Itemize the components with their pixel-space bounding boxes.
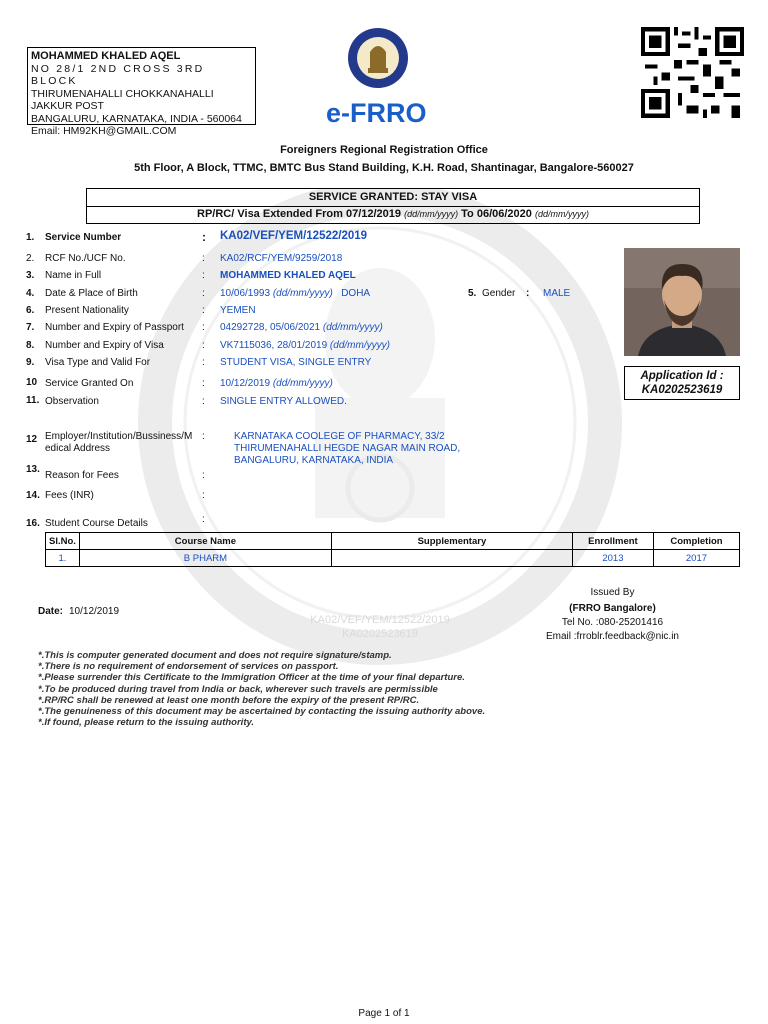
note-line: *.If found, please return to the issuing authority.	[38, 717, 255, 729]
granted-on-date: 10/12/2019	[220, 378, 271, 389]
note-line: *.To be produced during travel from India or back, wherever such travels are permissible	[38, 683, 438, 695]
date-format-hint: (dd/mm/yyyy)	[322, 322, 383, 333]
address-line: BANGALURU, KARNATAKA, INDIA - 560064	[31, 112, 242, 125]
issuing-tel: Tel No. :080-25201416	[561, 617, 664, 628]
table-cell: 2013	[572, 550, 653, 567]
efrro-logo-text: e-FRRO	[326, 98, 427, 128]
colon: :	[526, 288, 530, 299]
column-header: Sl.No.	[46, 533, 80, 550]
field-label-passport: Number and Expiry of Passport	[45, 322, 184, 333]
table-cell	[331, 550, 572, 567]
qr-code	[641, 27, 744, 118]
page-number: Page 1 of 1	[358, 1008, 410, 1019]
passport-number-expiry: 04292728, 05/06/2021	[220, 322, 321, 333]
address-line: BANGALURU, KARNATAKA, INDIA	[234, 455, 394, 466]
field-number: 16.	[26, 518, 40, 529]
visa-number-expiry: VK7115036, 28/01/2019	[220, 340, 328, 351]
label-line: Employer/Institution/Bussiness/M	[45, 431, 193, 442]
issued-by-label: Issued By	[590, 587, 635, 598]
field-number: 2.	[26, 253, 35, 264]
note-line: *.The genuineness of this document may be ascertained by contacting the issuing authority above.	[38, 706, 486, 718]
recipient-address-box	[27, 47, 256, 137]
birth-place: DOHA	[341, 288, 371, 299]
address-line: KARNATAKA COOLEGE OF PHARMACY, 33/2	[234, 431, 445, 442]
service-granted-box	[86, 188, 700, 224]
issuing-office: (FRRO Bangalore)	[569, 603, 656, 614]
dob-value	[220, 288, 370, 299]
table-cell: 2017	[653, 550, 739, 567]
rcf-no-value: KA02/RCF/YEM/9259/2018	[220, 253, 343, 264]
colon: :	[202, 230, 206, 244]
applicant-photo	[624, 248, 740, 356]
field-number: 14.	[26, 490, 40, 501]
visa-type-value: STUDENT VISA, SINGLE ENTRY	[220, 357, 372, 368]
field-label-name: Name in Full	[45, 270, 102, 281]
address-line: THIRUMENAHALLI HEGDE NAGAR MAIN ROAD,	[234, 443, 461, 454]
address-line: THIRUMENAHALLI CHOKKANAHALLI JAKKUR POST	[31, 87, 214, 112]
colon: :	[202, 514, 205, 525]
field-number: 5.	[468, 288, 477, 299]
recipient-name: MOHAMMED KHALED AQEL	[31, 50, 181, 62]
field-number: 10	[26, 377, 38, 388]
colon: :	[202, 270, 205, 281]
field-label-rcf-no: RCF No./UCF No.	[45, 253, 126, 264]
service-granted-title: SERVICE GRANTED: STAY VISA	[87, 189, 699, 207]
field-label-dob: Date & Place of Birth	[45, 288, 138, 299]
field-number: 6.	[26, 305, 35, 316]
date-format-hint: (dd/mm/yyyy)	[272, 288, 333, 299]
colon: :	[202, 340, 205, 351]
application-id-value: KA0202523619	[641, 384, 723, 396]
field-number: 11.	[26, 395, 40, 406]
passport-value	[220, 322, 383, 333]
address-line: NO 28/1 2ND CROSS 3RD BLOCK	[31, 62, 205, 87]
field-number: 7.	[26, 322, 35, 333]
field-label-fees: Fees (INR)	[45, 490, 94, 501]
field-number: 8.	[26, 340, 35, 351]
office-name: Foreigners Regional Registration Office	[280, 144, 488, 156]
field-number: 12	[26, 434, 38, 445]
field-number: 1.	[26, 232, 35, 243]
table-cell: B PHARM	[79, 550, 331, 567]
field-label-observation: Observation	[45, 396, 99, 407]
column-header: Enrollment	[572, 533, 653, 550]
note-line: *.This is computer generated document and does not require signature/stamp.	[38, 650, 392, 661]
office-address: 5th Floor, A Block, TTMC, BMTC Bus Stand Building, K.H. Road, Shantinagar, Bangalore-560027	[134, 162, 634, 174]
field-label-gender: Gender	[482, 288, 516, 299]
field-label-visa: Number and Expiry of Visa	[45, 340, 164, 351]
nationality-value: YEMEN	[220, 305, 256, 316]
issuing-email: Email :frroblr.feedback@nic.in	[546, 631, 679, 642]
colon: :	[202, 470, 205, 481]
recipient-email: Email: HM92KH@GMAIL.COM	[31, 125, 177, 137]
column-header: Completion	[653, 533, 739, 550]
immigration-seal-logo	[346, 24, 410, 94]
date-label: Date:	[38, 606, 64, 617]
colon: :	[202, 357, 205, 368]
column-header: Course Name	[79, 533, 331, 550]
field-label-course-details: Student Course Details	[45, 518, 148, 529]
service-extension-line	[87, 206, 699, 223]
date-format-hint: (dd/mm/yyyy)	[329, 340, 390, 351]
field-label-employer	[45, 431, 192, 455]
dob-date: 10/06/1993	[220, 288, 271, 299]
field-number: 4.	[26, 288, 35, 299]
granted-on-value	[220, 378, 333, 389]
colon: :	[202, 490, 205, 501]
colon: :	[202, 288, 205, 299]
colon: :	[202, 431, 205, 442]
field-number: 3.	[26, 270, 35, 281]
note-line: *.RP/RC shall be renewed at least one month before the expiry of the present RP/RC.	[38, 694, 420, 706]
table-header-row	[46, 533, 740, 550]
note-line: *.There is no requirement of endorsement of services on passport.	[38, 661, 339, 673]
watermark-service-number: KA02/VEF/YEM/12522/2019	[310, 614, 450, 626]
colon: :	[202, 396, 205, 407]
label-line: edical Address	[45, 443, 111, 454]
field-label-nationality: Present Nationality	[45, 305, 129, 316]
employer-address-value	[234, 431, 460, 467]
gender-value: MALE	[543, 288, 571, 299]
course-details-table	[45, 532, 740, 567]
date-format-hint: (dd/mm/yyyy)	[404, 209, 459, 219]
colon: :	[202, 322, 205, 333]
field-label-granted-on: Service Granted On	[45, 378, 134, 389]
field-number: 13.	[26, 464, 40, 475]
application-id-label: Application Id :	[640, 370, 724, 382]
application-id-box	[624, 366, 740, 400]
visa-value	[220, 340, 390, 351]
field-number: 9.	[26, 357, 35, 368]
date-format-hint: (dd/mm/yyyy)	[272, 378, 333, 389]
extension-from: RP/RC/ Visa Extended From 07/12/2019	[197, 208, 402, 220]
observation-value: SINGLE ENTRY ALLOWED.	[220, 396, 347, 407]
field-label-visa-type: Visa Type and Valid For	[45, 357, 151, 368]
field-label-reason-fees: Reason for Fees	[45, 470, 119, 481]
date-value: 10/12/2019	[69, 606, 120, 617]
colon: :	[202, 378, 205, 389]
field-label-service-number: Service Number	[45, 232, 122, 243]
disclaimer-notes	[38, 650, 485, 728]
service-number-value: KA02/VEF/YEM/12522/2019	[220, 230, 368, 242]
note-line: *.Please surrender this Certificate to the Immigration Officer at the time of your final departure.	[38, 672, 465, 684]
column-header: Supplementary	[331, 533, 572, 550]
watermark-application-id: KA0202523619	[342, 628, 418, 640]
full-name-value: MOHAMMED KHALED AQEL	[220, 270, 356, 281]
date-format-hint: (dd/mm/yyyy)	[534, 209, 589, 219]
table-cell: 1.	[46, 550, 80, 567]
colon: :	[202, 253, 205, 264]
extension-to: To 06/06/2020	[461, 208, 532, 220]
table-row	[46, 550, 740, 567]
colon: :	[202, 305, 205, 316]
